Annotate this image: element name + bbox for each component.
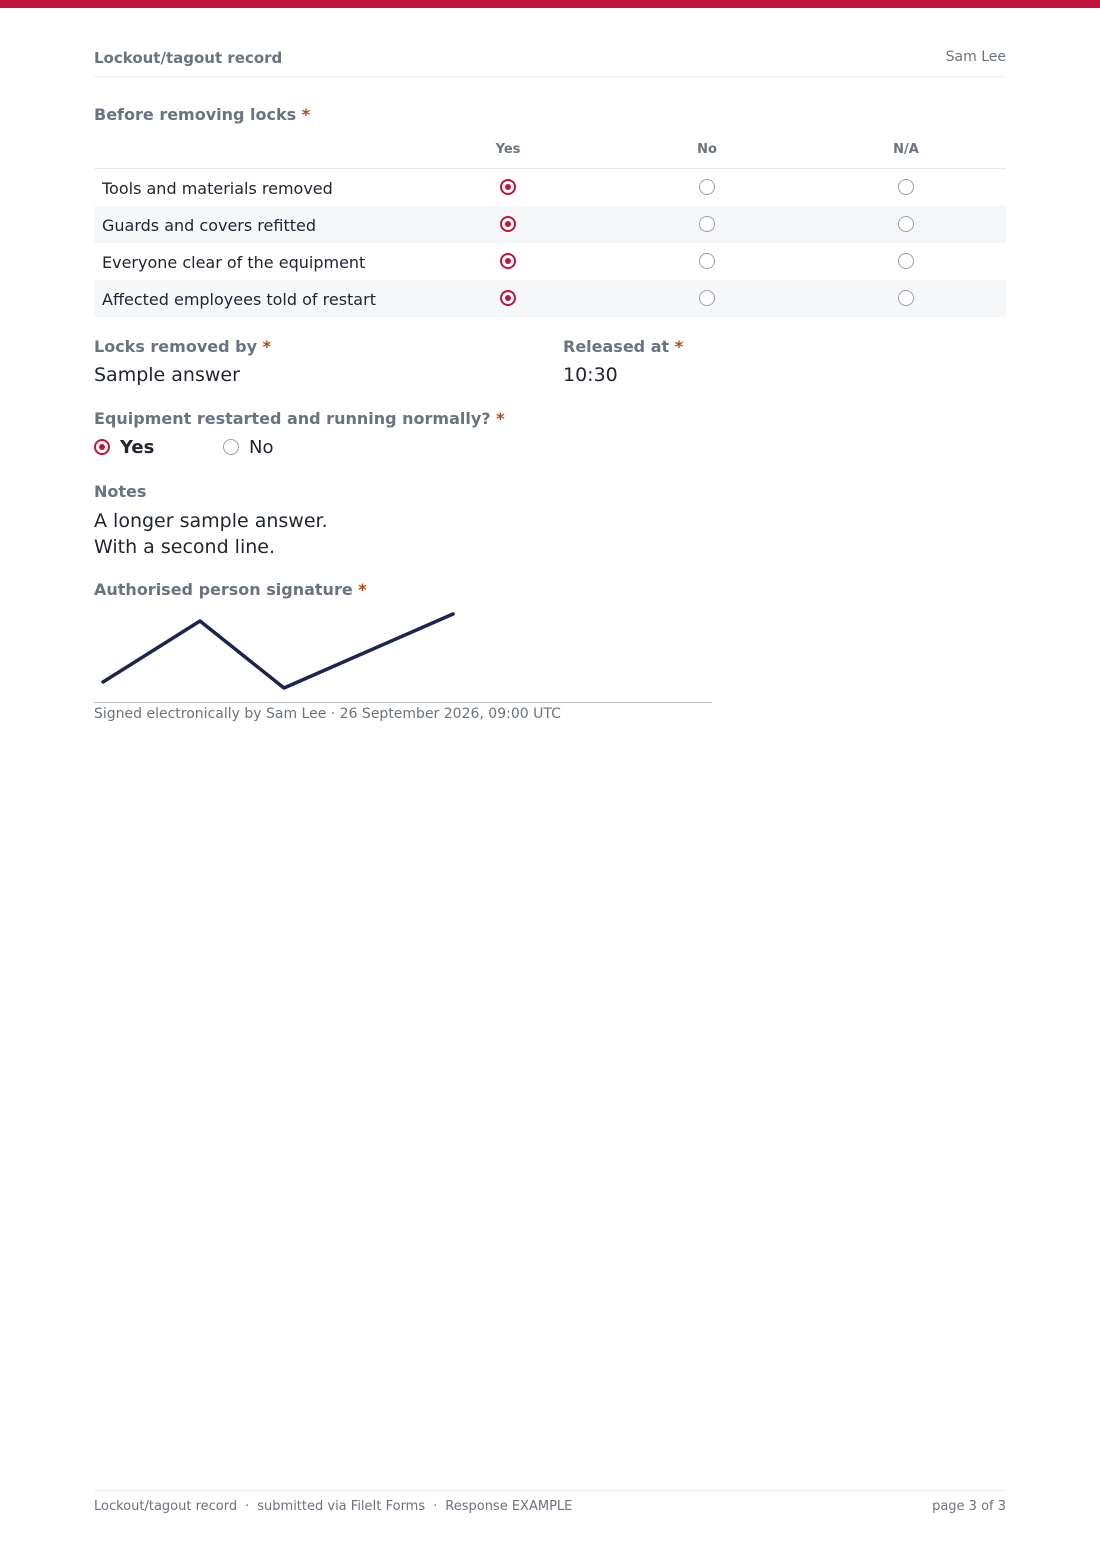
respondent-name: Sam Lee [945,49,1006,65]
radio-selected-icon[interactable] [500,179,516,195]
radio-unselected-icon[interactable] [898,290,914,306]
radio-unselected-icon[interactable] [223,439,239,455]
locks-removed-by-label-text: Locks removed by [94,337,257,356]
checklist-cell [667,290,747,308]
footer-form-name: Lockout/tagout record [94,1499,238,1514]
radio-unselected-icon[interactable] [699,216,715,232]
footer-separator: · [433,1499,438,1514]
checklist-cell [866,290,946,308]
checklist-cell [468,216,548,234]
column-header-na: N/A [893,142,919,157]
released-at-answer: 10:30 [563,364,618,386]
released-at-label-text: Released at [563,337,670,356]
signature-caption: Signed electronically by Sam Lee · 26 September 2026, 09:00 UTC [94,706,561,722]
signature-label [94,580,367,599]
matrix-body [94,169,1006,317]
checklist-cell [468,253,548,271]
checklist-matrix [94,136,1006,317]
required-marker: * [358,580,367,599]
checklist-cell [866,216,946,234]
restarted-label-text: Equipment restarted and running normally? [94,409,491,428]
locks-removed-by-answer: Sample answer [94,364,240,386]
column-header-no: No [697,142,717,157]
signature-label-text: Authorised person signature [94,580,353,599]
radio-unselected-icon[interactable] [699,179,715,195]
checklist-row [94,280,1006,317]
signature-drawing [94,606,712,702]
released-at-label [563,337,683,356]
page-number: page 3 of 3 [932,1499,1006,1514]
signature-box [94,606,712,703]
checklist-cell [468,179,548,197]
footer-response: Response EXAMPLE [445,1499,573,1514]
radio-unselected-icon[interactable] [898,179,914,195]
checklist-row [94,243,1006,280]
checklist-row-label: Tools and materials removed [102,179,333,198]
radio-selected-icon[interactable] [500,253,516,269]
required-marker: * [262,337,271,356]
checklist-row-label: Everyone clear of the equipment [102,253,366,272]
document-title: Lockout/tagout record [94,49,283,67]
checklist-cell [468,290,548,308]
footer-info [94,1499,572,1514]
top-accent-bar [0,0,1100,8]
checklist-row-label: Guards and covers refitted [102,216,316,235]
checklist-label-text: Before removing locks [94,105,297,124]
required-marker: * [301,105,311,124]
footer-submitted: submitted via FileIt Forms [257,1499,426,1514]
checklist-row [94,169,1006,206]
checklist-cell [866,179,946,197]
notes-label: Notes [94,482,147,501]
option-label: No [249,437,274,458]
checklist-row-label: Affected employees told of restart [102,290,376,309]
radio-unselected-icon[interactable] [898,216,914,232]
notes-answer [94,508,328,560]
notes-line: A longer sample answer. [94,510,328,532]
page-header [94,48,1006,77]
checklist-label [94,105,310,124]
radio-selected-icon[interactable] [500,290,516,306]
required-marker: * [674,337,684,356]
checklist-row [94,206,1006,243]
option-label: Yes [120,437,155,458]
radio-selected-icon[interactable] [94,439,110,455]
checklist-cell [667,216,747,234]
footer-separator: · [245,1499,250,1514]
radio-unselected-icon[interactable] [699,290,715,306]
locks-removed-by-label [94,337,271,356]
checklist-cell [667,253,747,271]
page-footer [94,1490,1006,1521]
radio-selected-icon[interactable] [500,216,516,232]
matrix-header [94,136,1006,169]
restarted-label [94,409,505,428]
notes-line: With a second line. [94,536,275,558]
checklist-cell [667,179,747,197]
column-header-yes: Yes [495,142,521,157]
signature-stroke [103,614,453,688]
checklist-cell [866,253,946,271]
radio-unselected-icon[interactable] [699,253,715,269]
radio-unselected-icon[interactable] [898,253,914,269]
required-marker: * [496,409,505,428]
